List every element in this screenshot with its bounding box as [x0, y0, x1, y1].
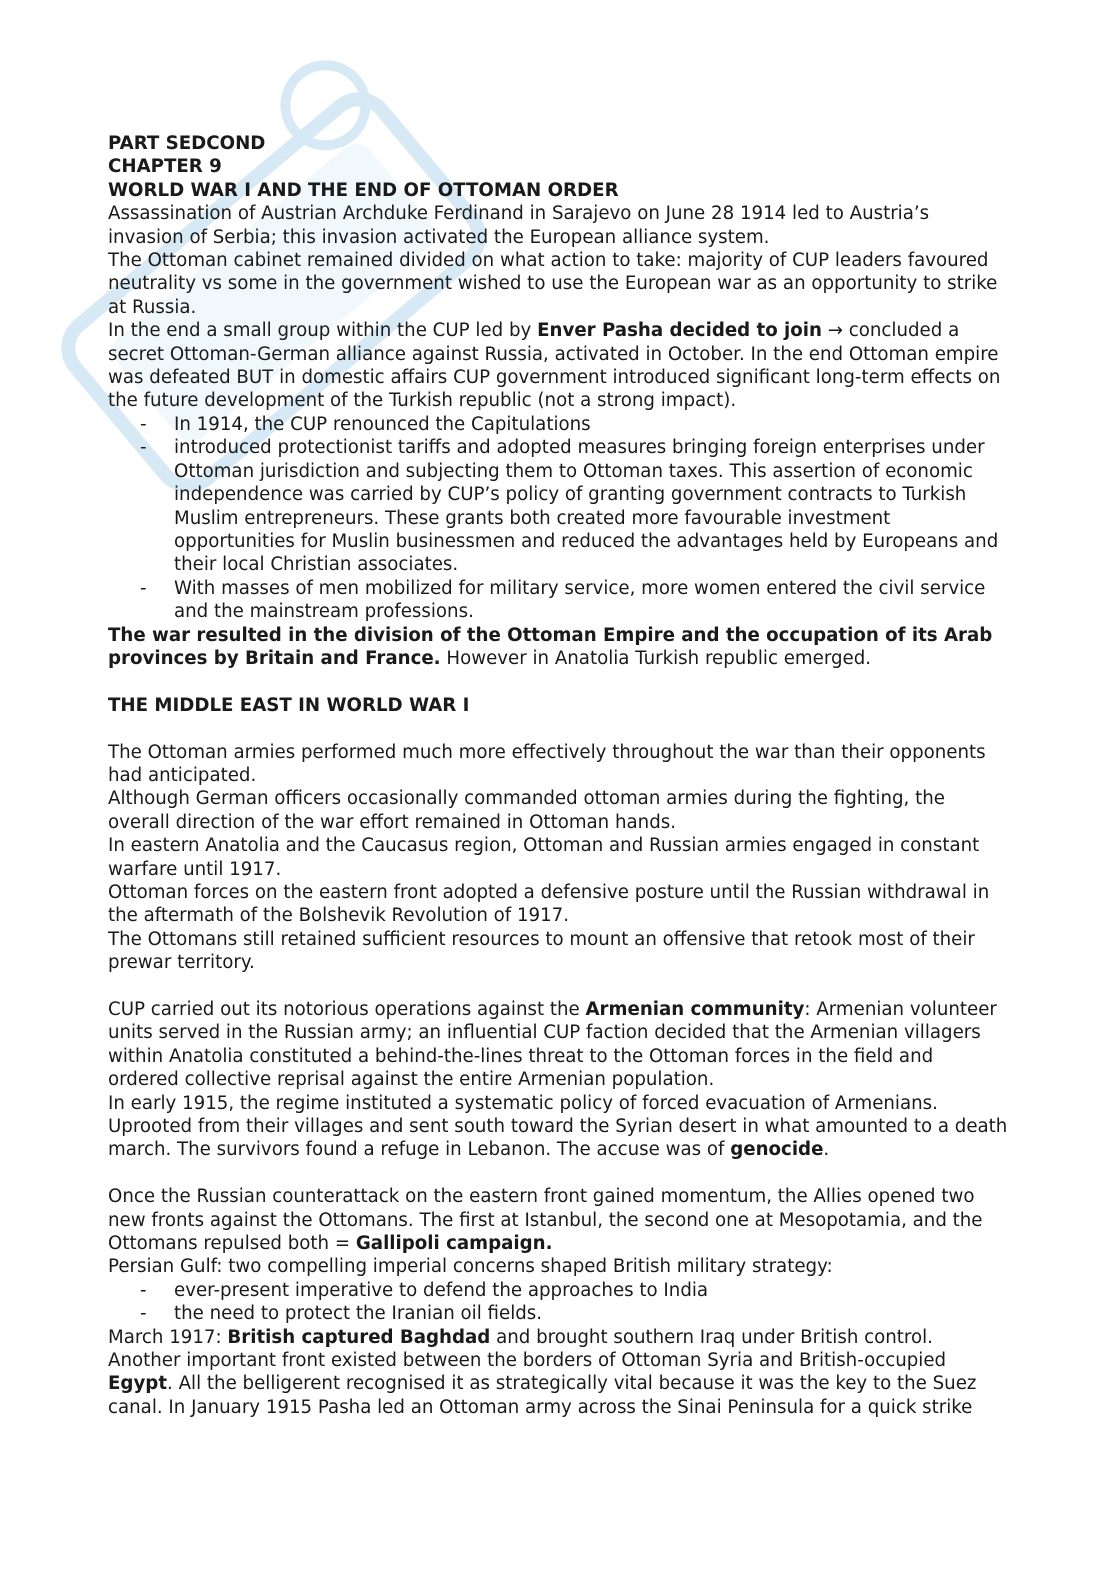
document-page	[108, 132, 1008, 1419]
list-item: - ever-present imperative to defend the approaches to India	[140, 1279, 709, 1301]
arrow-icon: →	[821, 320, 849, 342]
paragraph: In the end a small group within the CUP led by Enver Pasha decided to join → concluded a secret Ottoman-German alliance against Russia, activated in October. In the end Ottoman empire was defeated BUT in domestic affairs CUP government introduced significant long-term effects on the future development of the Turkish republic (not a strong impact).	[108, 320, 1001, 412]
paragraph: CUP carried out its notorious operations against the Armenian community: Armenian volunteer units served in the Russian army; an influential CUP faction decided that the Armenian villagers within Anatolia constituted a behind-the-lines threat to the Ottoman forces in the field and ordered collective reprisal against the entire Armenian population.	[108, 998, 997, 1091]
chapter-title: WORLD WAR I AND THE END OF OTTOMAN ORDER	[108, 179, 619, 201]
paragraph: Assassination of Austrian Archduke Ferdinand in Sarajevo on June 28 1914 led to Austria’s invasion of Serbia; this invasion activated the European alliance system.	[108, 203, 930, 248]
bold-text: Armenian community	[585, 998, 805, 1020]
paragraph: March 1917: British captured Baghdad and brought southern Iraq under British control.	[108, 1326, 933, 1348]
bullet-list	[108, 1279, 1008, 1326]
paragraph: The Ottoman armies performed much more effectively throughout the war than their opponents had anticipated.	[108, 741, 986, 786]
list-item: - With masses of men mobilized for military service, more women entered the civil service and the mainstream professions.	[140, 577, 986, 623]
paragraph: The Ottomans still retained sufficient resources to mount an offensive that retook most of their prewar territory.	[108, 928, 975, 974]
list-item: - introduced protectionist tariffs and adopted measures bringing foreign enterprises under Ottoman jurisdiction and subjecting them to Ottoman taxes. This assertion of economic independence was carried by CUP’s policy of granting government contracts to Turkish Muslim entrepreneurs. These grants both created more favourable investment opportunities for Muslin businessmen and reduced the advantages held by Europeans and their local Christian associates.	[140, 437, 999, 576]
section-heading: THE MIDDLE EAST IN WORLD WAR I	[108, 694, 470, 716]
list-item: - In 1914, the CUP renounced the Capitulations	[140, 413, 591, 435]
dash-bullet: -	[140, 1303, 147, 1325]
paragraph: Ottoman forces on the eastern front adopted a defensive posture until the Russian withdrawal in the aftermath of the Bolshevik Revolution of 1917.	[108, 881, 990, 927]
bullet-list	[108, 413, 1008, 624]
paragraph: Once the Russian counterattack on the eastern front gained momentum, the Allies opened two new fronts against the Ottomans. The first at Istanbul, the second one at Mesopotamia, and the Ottomans repulsed both = Gallipoli campaign.	[108, 1186, 983, 1255]
paragraph: Persian Gulf: two compelling imperial concerns shaped British military strategy:	[108, 1256, 833, 1278]
paragraph: In eastern Anatolia and the Caucasus region, Ottoman and Russian armies engaged in constant warfare until 1917.	[108, 835, 980, 880]
paragraph: Although German officers occasionally commanded ottoman armies during the fighting, the overall direction of the war effort remained in Ottoman hands.	[108, 788, 945, 833]
paragraph: Another important front existed between the borders of Ottoman Syria and British-occupied Egypt. All the belligerent recognised it as strategically vital because it was the key to the Suez canal. In January 1915 Pasha led an Ottoman army across the Sinai Peninsula for a quick strike	[108, 1350, 977, 1418]
bold-text: Egypt	[108, 1373, 168, 1395]
bold-text: genocide	[730, 1139, 824, 1161]
bold-text: The war resulted in the division of the Ottoman Empire and the occupation of its Arab provinces by Britain and France.	[108, 624, 993, 669]
paragraph: The Ottoman cabinet remained divided on what action to take: majority of CUP leaders favoured neutrality vs some in the government wished to use the European war as an opportunity to strike at Russia.	[108, 250, 998, 318]
dash-bullet: -	[140, 413, 147, 435]
paragraph: The war resulted in the division of the Ottoman Empire and the occupation of its Arab provinces by Britain and France. However in Anatolia Turkish republic emerged.	[108, 624, 993, 669]
dash-bullet: -	[140, 577, 147, 599]
part-heading: PART SEDCOND	[108, 133, 266, 154]
chapter-heading: CHAPTER 9	[108, 156, 222, 178]
dash-bullet: -	[140, 437, 147, 459]
bold-text: British captured Baghdad	[227, 1326, 491, 1348]
paragraph: In early 1915, the regime instituted a systematic policy of forced evacuation of Armenians. Uprooted from their villages and sent south toward the Syrian desert in what amounted to a death march. The survivors found a refuge in Lebanon. The accuse was of genocide.	[108, 1092, 1008, 1161]
bold-text: Gallipoli campaign.	[355, 1233, 553, 1255]
dash-bullet: -	[140, 1279, 147, 1301]
list-item: - the need to protect the Iranian oil fields.	[140, 1303, 543, 1325]
bold-text: Enver Pasha decided to join	[537, 320, 822, 342]
